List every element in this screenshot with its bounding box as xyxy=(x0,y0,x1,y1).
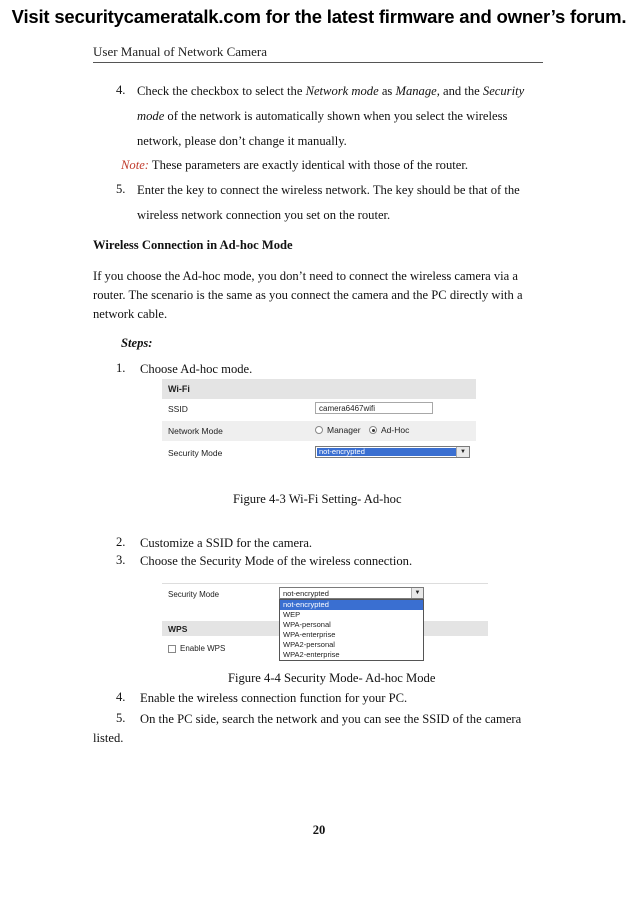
step-3-number: 3. xyxy=(116,553,126,567)
option-wep[interactable]: WEP xyxy=(283,610,301,619)
manager-radio[interactable] xyxy=(315,426,323,434)
manager-radio-label: Manager xyxy=(327,425,361,435)
security-mode-value: not-encrypted xyxy=(317,448,457,456)
step-3-text: Choose the Security Mode of the wireless connection. xyxy=(140,554,413,568)
step-4-line-3: network, please don’t change it manually. xyxy=(137,134,347,148)
security-mode-panel xyxy=(162,583,488,663)
security-mode-label-2: Security Mode xyxy=(168,590,220,599)
security-mode-select[interactable] xyxy=(315,446,470,458)
adhoc-radio[interactable] xyxy=(369,426,377,434)
option-wpa-personal[interactable]: WPA-personal xyxy=(283,620,331,629)
panel-top-line xyxy=(162,583,488,584)
step-2-number: 2. xyxy=(116,535,126,549)
wps-heading: WPS xyxy=(168,624,188,634)
option-not-encrypted[interactable]: not-encrypted xyxy=(280,600,423,610)
enable-wps-label: Enable WPS xyxy=(180,644,226,653)
step-5-line-2: wireless network connection you set on the router. xyxy=(137,208,391,222)
step-1-text: Choose Ad-hoc mode. xyxy=(140,362,253,376)
note: Note: These parameters are exactly identical with those of the router. xyxy=(121,158,469,172)
step-5-line-1: Enter the key to connect the wireless network. The key should be that of the xyxy=(137,183,520,197)
step-4-line-2: mode of the network is automatically shown when you select the wireless xyxy=(137,109,508,123)
promo-banner: Visit securitycameratalk.com for the latest firmware and owner’s forum. xyxy=(11,6,627,27)
step-4-line-1: Check the checkbox to select the Network mode as Manage, and the Security xyxy=(137,84,525,98)
running-header: User Manual of Network Camera xyxy=(93,44,267,59)
header-rule xyxy=(93,62,543,63)
ssid-label: SSID xyxy=(168,404,188,414)
security-mode-dropdown-list xyxy=(279,599,424,661)
wifi-settings-panel xyxy=(162,379,476,465)
security-mode-label: Security Mode xyxy=(168,448,223,458)
figure-4-4-caption: Figure 4-4 Security Mode- Ad-hoc Mode xyxy=(228,671,436,685)
ssid-row xyxy=(162,399,476,419)
dropdown-arrow-icon[interactable]: ▼ xyxy=(411,588,423,598)
step-5b-text: On the PC side, search the network and you can see the SSID of the camera xyxy=(140,712,522,726)
step-1-number: 1. xyxy=(116,361,126,375)
security-mode-row xyxy=(162,443,476,463)
intro-line-3: network cable. xyxy=(93,307,168,321)
figure-4-3-caption: Figure 4-3 Wi-Fi Setting- Ad-hoc xyxy=(233,492,402,506)
adhoc-radio-label: Ad-Hoc xyxy=(381,425,410,435)
security-mode-select-2[interactable] xyxy=(279,587,424,599)
intro-line-1: If you choose the Ad-hoc mode, you don’t need to connect the wireless camera via a xyxy=(93,269,519,283)
wifi-heading: Wi-Fi xyxy=(168,384,190,394)
step-5-number: 5. xyxy=(116,182,126,196)
wifi-heading-bar xyxy=(162,379,476,399)
steps-label: Steps: xyxy=(121,336,153,350)
step-4b-text: Enable the wireless connection function for your PC. xyxy=(140,691,408,705)
network-mode-label: Network Mode xyxy=(168,426,223,436)
section-title: Wireless Connection in Ad-hoc Mode xyxy=(93,238,293,252)
option-wpa2-personal[interactable]: WPA2-personal xyxy=(283,640,335,649)
option-wpa2-enterprise[interactable]: WPA2-enterprise xyxy=(283,650,340,659)
ssid-input[interactable]: camera6467wifi xyxy=(315,402,433,414)
step-5b-continuation: listed. xyxy=(93,731,124,745)
security-mode-select-value: not-encrypted xyxy=(283,589,329,598)
intro-line-2: router. The scenario is the same as you connect the camera and the PC directly with a xyxy=(93,288,523,302)
option-wpa-enterprise[interactable]: WPA-enterprise xyxy=(283,630,336,639)
note-label: Note: xyxy=(121,158,149,172)
enable-wps-checkbox[interactable] xyxy=(168,645,176,653)
step-5b-number: 5. xyxy=(116,711,126,725)
step-4b-number: 4. xyxy=(116,690,126,704)
step-4-number: 4. xyxy=(116,83,126,97)
page-number: 20 xyxy=(312,823,326,837)
dropdown-arrow-icon[interactable]: ▼ xyxy=(456,447,469,457)
network-mode-row xyxy=(162,421,476,441)
step-2-text: Customize a SSID for the camera. xyxy=(140,536,313,550)
